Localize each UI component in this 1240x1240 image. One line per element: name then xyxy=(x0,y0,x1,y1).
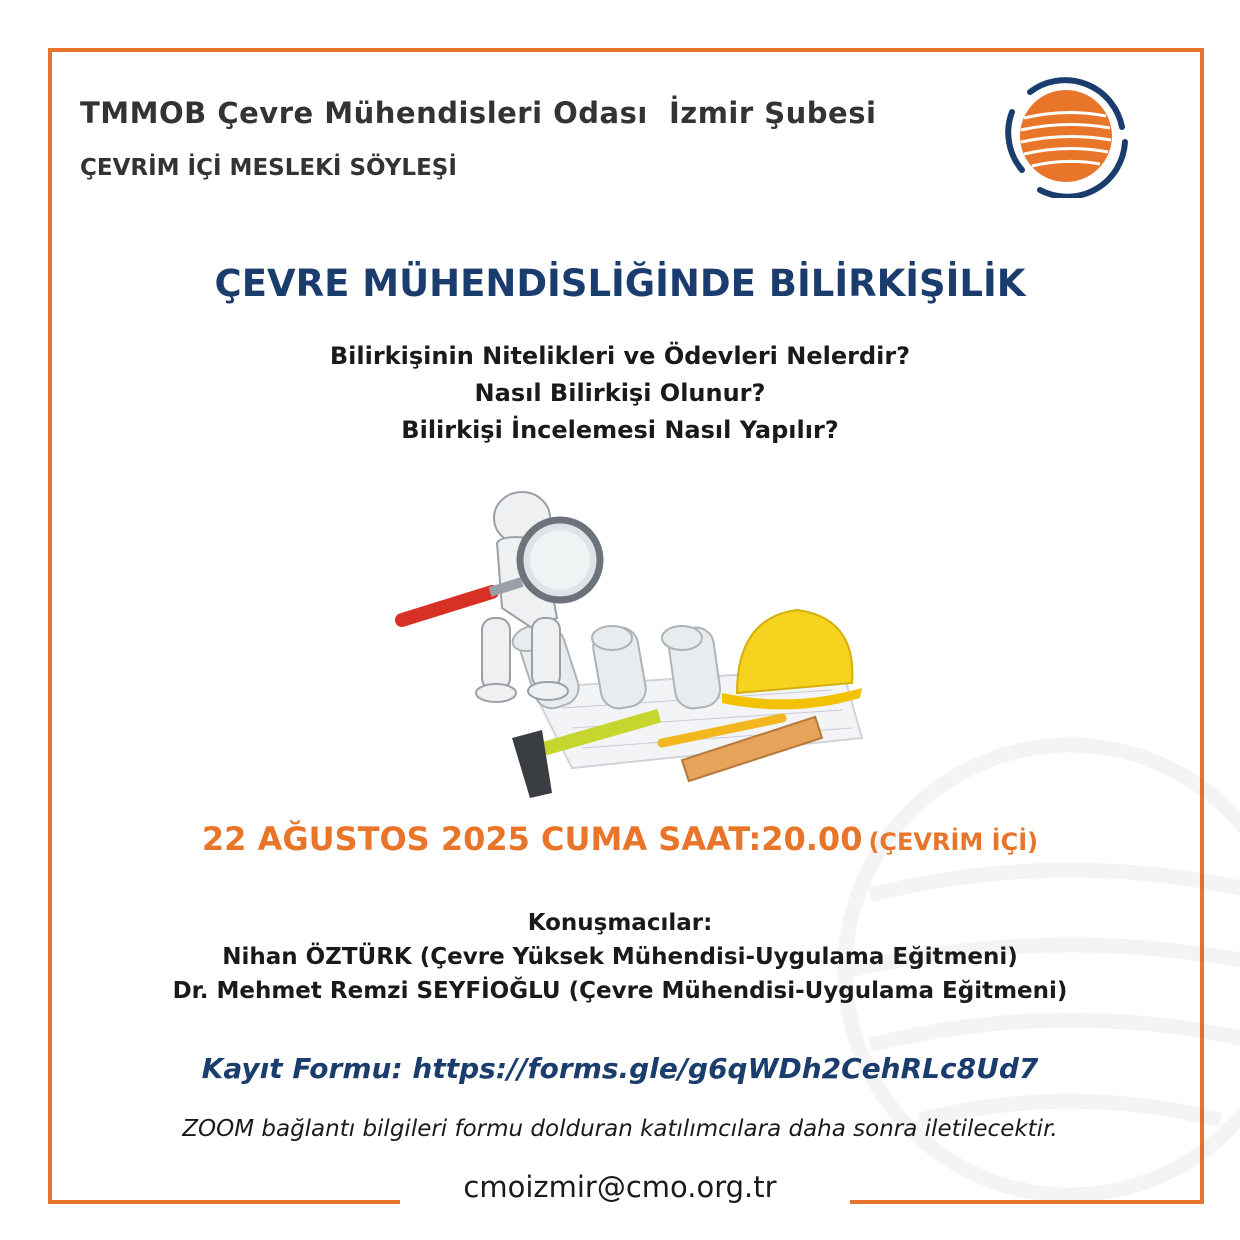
event-date-time: 22 AĞUSTOS 2025 CUMA SAAT:20.00 xyxy=(201,820,863,858)
zoom-note: ZOOM bağlantı bilgileri formu dolduran katılımcılara daha sonra iletilecektir. xyxy=(182,1116,1058,1142)
question-list xyxy=(0,338,1240,449)
cmo-globe-logo-icon xyxy=(1000,72,1130,198)
question-item: Bilirkişi İncelemesi Nasıl Yapılır? xyxy=(401,416,839,444)
main-title: ÇEVRE MÜHENDİSLİĞİNDE BİLİRKİŞİLİK xyxy=(214,262,1026,305)
question-item: Bilirkişinin Nitelikleri ve Ödevleri Nelerdir? xyxy=(329,342,911,370)
speaker-item: Dr. Mehmet Remzi SEYFİOĞLU (Çevre Mühendisi-Uygulama Eğitmeni) xyxy=(172,978,1068,1004)
figure-with-magnifier-blueprints-helmet-icon xyxy=(382,478,872,808)
speaker-item: Nihan ÖZTÜRK (Çevre Yüksek Mühendisi-Uygulama Eğitmeni) xyxy=(222,944,1018,970)
speakers-section xyxy=(0,906,1240,1008)
speakers-heading: Konuşmacılar: xyxy=(527,910,713,936)
event-mode: (ÇEVRİM İÇİ) xyxy=(868,828,1039,856)
contact-email[interactable]: cmoizmir@cmo.org.tr xyxy=(463,1170,777,1204)
question-item: Nasıl Bilirkişi Olunur? xyxy=(474,379,766,407)
event-type: ÇEVRİM İÇİ MESLEKİ SÖYLEŞİ xyxy=(80,155,457,181)
event-date-line xyxy=(0,820,1240,858)
organization-name: TMMOB Çevre Mühendisleri Odası İzmir Şubesi xyxy=(80,96,877,130)
registration-link[interactable]: Kayıt Formu: https://forms.gle/g6qWDh2CehRLc8Ud7 xyxy=(201,1052,1039,1085)
